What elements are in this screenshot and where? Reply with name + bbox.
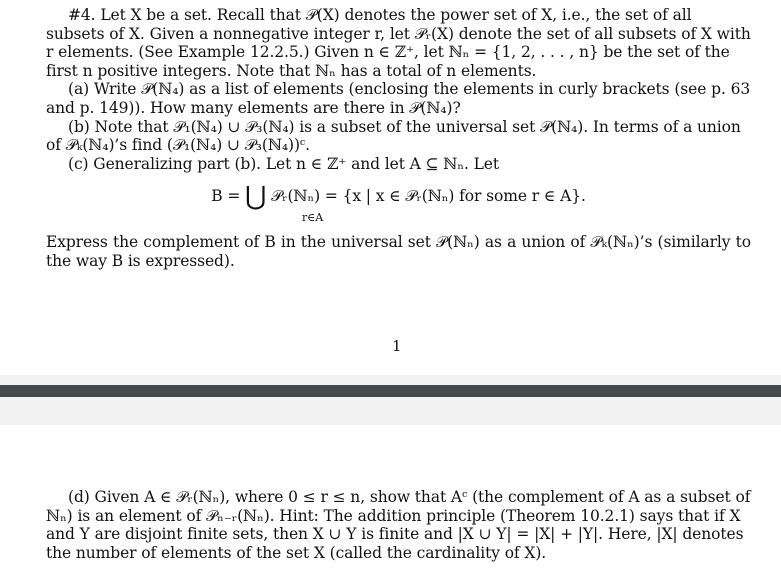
display-lhs: B = [211,187,241,206]
part-b: (b) Note that 𝒫₁(ℕ₄) ∪ 𝒫₃(ℕ₄) is a subset of the universal set 𝒫(ℕ₄). In terms of a union of 𝒫ₖ(ℕ₄)’s find (𝒫₁(ℕ₄) ∪ 𝒫₃(ℕ₄))ᶜ. [46,117,741,155]
part-c: (c) Generalizing part (b). Let n ∈ ℤ⁺ and let A ⊆ ℕₙ. Let [68,154,500,173]
intro-text: Let X be a set. Recall that 𝒫(X) denotes the power set of X, i.e., the set of all subsets of X. Given a nonnegative integer r, let 𝒫ᵣ(X) denote the set of all subsets of X with r elements. (See Example 12.2.5.) Given n ∈ ℤ⁺, let ℕₙ = {1, 2, . . . , n} be the set of the first n positive integers. Note that ℕₙ has a total of n elements. [46,6,751,80]
page-separator [0,375,781,425]
part-a: (a) Write 𝒫(ℕ₄) as a list of elements (enclosing the elements in curly brackets (see p. 63 and p. 149)). How many elements are there in 𝒫(ℕ₄)? [46,80,751,117]
union-symbol: ⋃ [245,182,267,213]
page-number: 1 [392,337,402,355]
part-d: (d) Given A ∈ 𝒫ᵣ(ℕₙ), where 0 ≤ r ≤ n, show that Aᶜ (the complement of A as a subset of ℕₙ) is an element of 𝒫ₙ₋ᵣ(ℕₙ). Hint: The addition principle (Theorem 10.2.1) says that if X and Y are disjoint finite sets, then X ∪ Y is finite and |X ∪ Y| = |X| + |Y|. Here, |X| denotes the number of elements of the set X (called the cardinality of X). [46,488,751,562]
display-equation [46,182,751,225]
separator-bar [0,385,781,397]
express-text: Express the complement of B in the universal set 𝒫(ℕₙ) as a union of 𝒫ₖ(ℕₙ)’s (similarly to the way B is expressed). [46,233,751,270]
display-rhs: 𝒫ᵣ(ℕₙ) = {x | x ∈ 𝒫ᵣ(ℕₙ) for some r ∈ A}. [271,187,586,206]
problem-block [0,6,781,271]
problem-header: #4. [68,6,96,24]
union-subscript: r∈A [302,211,324,225]
part-d-block [0,488,781,562]
problem-intro [46,6,751,80]
